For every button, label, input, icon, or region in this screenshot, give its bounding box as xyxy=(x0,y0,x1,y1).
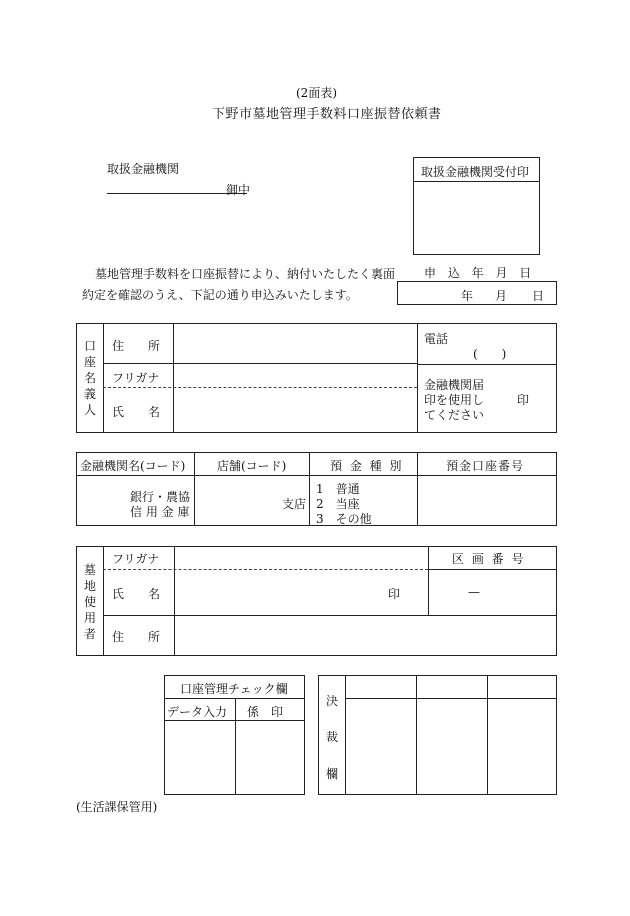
approval-label-1: 決 xyxy=(326,694,339,708)
holder-name-field[interactable] xyxy=(174,388,417,432)
seal-note-3: てください xyxy=(424,408,485,422)
user-name-field[interactable] xyxy=(175,570,375,615)
user-seal-mark: 印 xyxy=(388,587,401,601)
user-furigana-label: フリガナ xyxy=(112,552,160,566)
addressee-honorific: 御中 xyxy=(226,183,251,197)
deposit-type-other[interactable]: 3 その他 xyxy=(316,512,372,526)
phone-label: 電話 xyxy=(424,332,449,346)
date-day: 日 xyxy=(532,289,545,303)
bank-suffix-2: 信 用 金 庫 xyxy=(130,505,190,519)
deposit-type-header: 預 金 種 別 xyxy=(330,459,404,473)
holder-furigana-field[interactable] xyxy=(174,364,417,387)
date-month: 月 xyxy=(495,289,508,303)
approval-box xyxy=(318,675,557,795)
cemetery-user-section-label: 墓 地 使 用 者 xyxy=(83,563,96,641)
deposit-type-ordinary[interactable]: 1 普通 xyxy=(316,482,360,496)
plot-number-field[interactable]: — xyxy=(468,585,480,599)
application-date-label: 申 込 年 月 日 xyxy=(424,266,536,280)
deposit-type-checking[interactable]: 2 当座 xyxy=(316,497,360,511)
approval-label-3: 欄 xyxy=(326,767,339,781)
intro-line-1: 墓地管理手数料を口座振替により、納付いたしたく裏面 xyxy=(95,267,396,281)
check-box-data-entry: データ入力 xyxy=(167,705,228,719)
intro-line-2: 約定を確認のうえ、下記の通り申込みいたします。 xyxy=(82,288,358,302)
footer-note: (生活課保管用) xyxy=(76,800,158,814)
holder-address-label: 住 所 xyxy=(112,339,161,353)
approval-label-2: 裁 xyxy=(326,730,339,744)
check-box-title: 口座管理チェック欄 xyxy=(180,682,288,696)
bank-name-header: 金融機関名(コード) xyxy=(80,459,186,473)
page-title: 下野市墓地管理手数料口座振替依頼書 xyxy=(212,107,442,122)
account-number-field[interactable] xyxy=(418,476,557,526)
account-holder-section-label: 口 座 名 義 人 xyxy=(83,339,96,417)
user-address-label: 住 所 xyxy=(112,630,161,644)
branch-suffix: 支店 xyxy=(282,497,307,511)
holder-address-field[interactable] xyxy=(174,324,417,363)
seal-note-2: 印を使用し xyxy=(424,393,485,407)
side-label: (2面表) xyxy=(296,86,337,100)
user-furigana-field[interactable] xyxy=(175,547,428,569)
user-address-field[interactable] xyxy=(175,616,557,656)
addressee-label: 取扱金融機関 xyxy=(107,162,180,176)
check-box-seal: 係 印 xyxy=(247,705,284,719)
holder-seal-mark: 印 xyxy=(517,393,530,407)
bank-suffix-1: 銀行・農協 xyxy=(130,490,191,504)
bank-stamp-label: 取扱金融機関受付印 xyxy=(421,165,530,179)
user-name-label: 氏 名 xyxy=(112,587,161,601)
date-year: 年 xyxy=(461,289,474,303)
branch-header: 店舗(コード) xyxy=(217,459,287,473)
plot-number-label: 区 画 番 号 xyxy=(452,552,526,566)
holder-name-label: 氏 名 xyxy=(112,405,161,419)
holder-furigana-label: フリガナ xyxy=(112,371,160,385)
account-number-header: 預金口座番号 xyxy=(446,459,525,473)
phone-field[interactable]: ( ) xyxy=(473,347,507,361)
seal-note-1: 金融機関届 xyxy=(424,378,485,392)
